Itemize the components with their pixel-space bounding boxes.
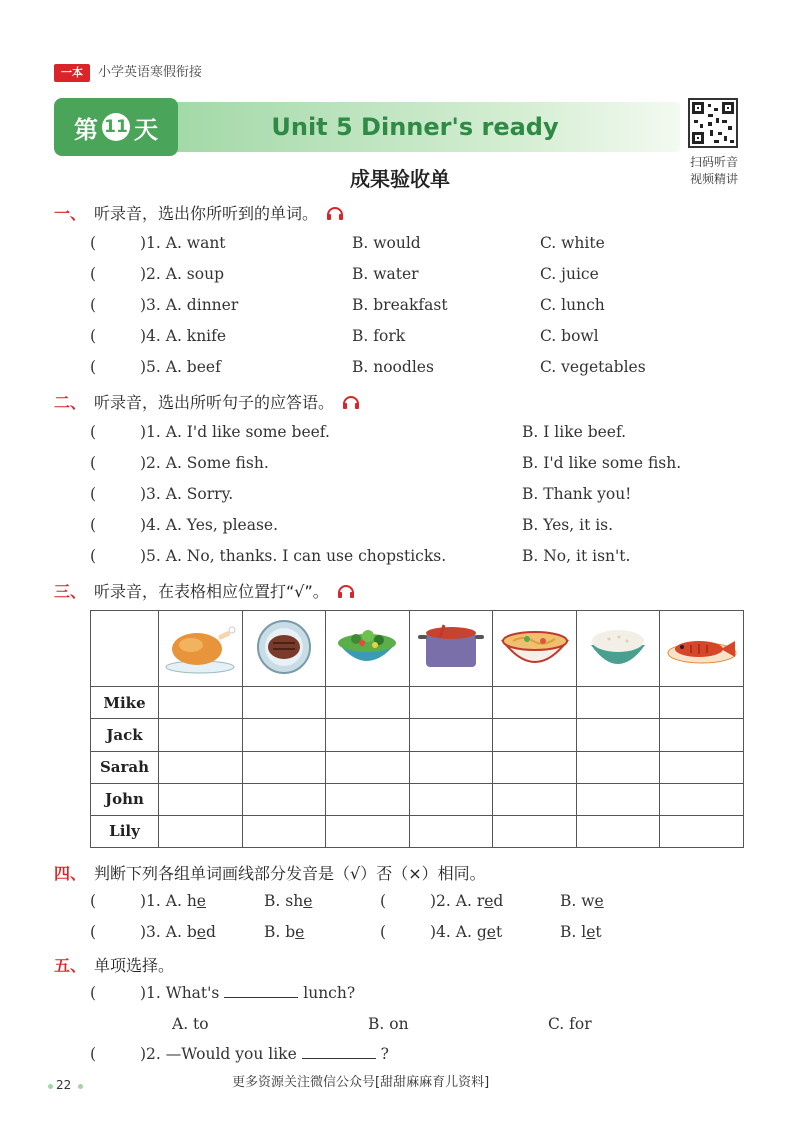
check-cell[interactable] xyxy=(242,687,326,719)
s4-q4-no: )4. A. xyxy=(430,923,477,941)
s5-q1-text: )1. What's xyxy=(140,984,220,1002)
s4-q1-b-pre: B. sh xyxy=(264,892,304,910)
s4-q2-option-b xyxy=(560,891,604,911)
s1-q2-option-b: B. water xyxy=(352,265,419,283)
page-number: 22 xyxy=(56,1078,72,1092)
section2-title: 听录音，选出所听句子的应答语。 xyxy=(94,393,335,412)
steak-icon xyxy=(251,619,317,675)
table-row xyxy=(91,751,744,783)
qr-caption xyxy=(678,154,750,188)
s4-q4-option-a xyxy=(430,922,502,942)
check-cell[interactable] xyxy=(660,815,744,847)
check-cell[interactable] xyxy=(242,719,326,751)
s5-q1-paren[interactable]: ( xyxy=(90,984,97,1002)
s4-q2-a-underlined: e xyxy=(484,892,494,910)
s1-q4-paren[interactable]: ( xyxy=(90,327,97,345)
s1-q3-option-a: )3. A. dinner xyxy=(140,296,239,314)
noodle-bowl-icon xyxy=(499,619,571,675)
check-cell[interactable] xyxy=(409,687,493,719)
check-cell[interactable] xyxy=(242,751,326,783)
page-dot-right xyxy=(78,1084,83,1089)
s4-q3-b-pre: B. b xyxy=(264,923,296,941)
s1-q4-option-a: )4. A. knife xyxy=(140,327,227,345)
s5-q2-text: )2. —Would you like xyxy=(140,1045,297,1063)
check-cell[interactable] xyxy=(326,719,410,751)
s5-q1-stem xyxy=(140,983,355,1003)
s4-q1-no: )1. A. xyxy=(140,892,187,910)
s2-q4-paren[interactable]: ( xyxy=(90,516,97,534)
food-fish-cell xyxy=(660,611,744,687)
s4-q3-b-underlined: e xyxy=(295,923,305,941)
s1-q3-option-b: B. breakfast xyxy=(352,296,448,314)
s4-q2-no: )2. A. xyxy=(430,892,477,910)
s2-q1-paren[interactable]: ( xyxy=(90,423,97,441)
food-soup-cell xyxy=(409,611,493,687)
s4-q1-option-b xyxy=(264,891,312,911)
s5-q1-option-c: C. for xyxy=(548,1015,592,1033)
headphones-icon[interactable] xyxy=(337,583,355,599)
check-cell[interactable] xyxy=(493,751,577,783)
s4-q2-a-pre: r xyxy=(476,892,485,910)
s4-q4-a-underlined: e xyxy=(486,923,496,941)
s1-q3-option-c: C. lunch xyxy=(540,296,605,314)
check-cell[interactable] xyxy=(660,687,744,719)
fish-plate-icon xyxy=(665,619,739,675)
s4-q4-a-pre: g xyxy=(476,923,487,941)
check-cell[interactable] xyxy=(660,751,744,783)
roast-chicken-icon xyxy=(163,619,237,675)
food-check-table xyxy=(90,610,744,848)
table-header-row xyxy=(91,611,744,687)
check-cell[interactable] xyxy=(409,719,493,751)
qr-code-icon xyxy=(690,100,736,146)
check-cell[interactable] xyxy=(576,687,660,719)
s5-q1-option-a: A. to xyxy=(172,1015,209,1033)
check-cell[interactable] xyxy=(493,815,577,847)
check-cell[interactable] xyxy=(409,783,493,815)
section4-number: 四、 xyxy=(54,864,87,883)
check-cell[interactable] xyxy=(326,783,410,815)
day-number: 11 xyxy=(102,113,130,141)
s4-q3-option-b xyxy=(264,922,304,942)
s2-q5-option-a: )5. A. No, thanks. I can use chopsticks. xyxy=(140,547,447,565)
s5-q1-option-b: B. on xyxy=(368,1015,409,1033)
check-cell[interactable] xyxy=(326,751,410,783)
s2-q2-option-a: )2. A. Some fish. xyxy=(140,454,269,472)
s4-q3-a-post: d xyxy=(205,923,216,941)
check-cell[interactable] xyxy=(242,783,326,815)
s2-q3-option-b: B. Thank you! xyxy=(522,485,632,503)
check-cell[interactable] xyxy=(576,783,660,815)
s1-q1-paren[interactable]: ( xyxy=(90,234,97,252)
check-cell[interactable] xyxy=(409,815,493,847)
s4-q2-option-a xyxy=(430,891,503,911)
s1-q5-option-b: B. noodles xyxy=(352,358,434,376)
s4-q3-option-a xyxy=(140,922,216,942)
check-cell[interactable] xyxy=(159,687,243,719)
check-cell[interactable] xyxy=(493,719,577,751)
check-cell[interactable] xyxy=(660,719,744,751)
soup-pot-icon xyxy=(416,619,486,675)
s5-q1-blank[interactable] xyxy=(224,997,298,998)
s5-q2-stem xyxy=(140,1044,389,1064)
s4-q4-paren[interactable]: ( xyxy=(380,923,387,941)
s2-q5-paren[interactable]: ( xyxy=(90,547,97,565)
section3-title: 听录音，在表格相应位置打“√”。 xyxy=(94,582,329,601)
table-row xyxy=(91,783,744,815)
qr-code[interactable] xyxy=(688,98,738,148)
s1-q1-option-c: C. white xyxy=(540,234,605,252)
row-name-jack: Jack xyxy=(91,719,159,751)
s4-q4-option-b xyxy=(560,922,602,942)
check-cell[interactable] xyxy=(493,687,577,719)
row-name-lily: Lily xyxy=(91,815,159,847)
table-row xyxy=(91,719,744,751)
s2-q1-option-b: B. I like beef. xyxy=(522,423,627,441)
s1-q3-paren[interactable]: ( xyxy=(90,296,97,314)
page-subtitle: 成果验收单 xyxy=(350,167,450,191)
s4-q1-a-underlined: e xyxy=(196,892,206,910)
row-name-sarah: Sarah xyxy=(91,751,159,783)
day-prefix: 第 xyxy=(74,115,98,144)
s2-q4-option-b: B. Yes, it is. xyxy=(522,516,614,534)
s4-q1-option-a xyxy=(140,891,206,911)
s4-q3-a-pre: b xyxy=(186,923,197,941)
check-cell[interactable] xyxy=(409,751,493,783)
s5-q1-end: lunch? xyxy=(303,984,356,1002)
table-row xyxy=(91,815,744,847)
s5-q2-end: ? xyxy=(380,1045,389,1063)
headphones-icon[interactable] xyxy=(342,394,360,410)
row-name-mike: Mike xyxy=(91,687,159,719)
s4-q4-a-post: t xyxy=(495,923,503,941)
s4-q2-a-post: d xyxy=(493,892,504,910)
food-noodles-cell xyxy=(493,611,577,687)
salad-bowl-icon xyxy=(332,619,402,675)
check-cell[interactable] xyxy=(326,815,410,847)
check-cell[interactable] xyxy=(576,751,660,783)
section3-heading xyxy=(54,579,355,602)
s4-q1-a-pre: h xyxy=(186,892,197,910)
check-cell[interactable] xyxy=(159,783,243,815)
check-cell[interactable] xyxy=(242,815,326,847)
section2-number: 二、 xyxy=(54,393,87,412)
rice-bowl-icon xyxy=(585,619,651,675)
food-beef-cell xyxy=(242,611,326,687)
food-chicken-cell xyxy=(159,611,243,687)
s1-q2-paren[interactable]: ( xyxy=(90,265,97,283)
section4-heading xyxy=(54,861,486,884)
s4-q3-no: )3. A. xyxy=(140,923,187,941)
check-cell[interactable] xyxy=(493,783,577,815)
brand-logo: 一本 xyxy=(54,64,90,82)
s1-q4-option-c: C. bowl xyxy=(540,327,599,345)
s1-q5-paren[interactable]: ( xyxy=(90,358,97,376)
check-cell[interactable] xyxy=(576,815,660,847)
footer-note: 更多资源关注微信公众号[甜甜麻麻育儿资料] xyxy=(232,1075,490,1090)
s4-q3-a-underlined: e xyxy=(196,923,206,941)
section1-title: 听录音，选出你所听到的单词。 xyxy=(94,204,319,223)
series-title: 小学英语寒假衔接 xyxy=(98,65,203,80)
s4-q1-paren[interactable]: ( xyxy=(90,892,97,910)
row-name-john: John xyxy=(91,783,159,815)
table-row xyxy=(91,687,744,719)
section1-heading xyxy=(54,201,344,224)
section1-number: 一、 xyxy=(54,204,87,223)
s1-q1-option-a: )1. A. want xyxy=(140,234,226,252)
check-cell[interactable] xyxy=(159,751,243,783)
s2-q5-option-b: B. No, it isn't. xyxy=(522,547,631,565)
check-cell[interactable] xyxy=(159,815,243,847)
food-rice-cell xyxy=(576,611,660,687)
s4-q2-b-pre: B. w xyxy=(560,892,595,910)
s1-q1-option-b: B. would xyxy=(352,234,421,252)
s2-q3-paren[interactable]: ( xyxy=(90,485,97,503)
s1-q5-option-a: )5. A. beef xyxy=(140,358,221,376)
s4-q4-b-pre: B. l xyxy=(560,923,587,941)
section2-heading xyxy=(54,390,360,413)
s4-q2-paren[interactable]: ( xyxy=(380,892,387,910)
section5-heading xyxy=(54,953,174,976)
section3-number: 三、 xyxy=(54,582,87,601)
check-cell[interactable] xyxy=(660,783,744,815)
check-cell[interactable] xyxy=(159,719,243,751)
check-cell[interactable] xyxy=(326,687,410,719)
s2-q4-option-a: )4. A. Yes, please. xyxy=(140,516,279,534)
unit-title: Unit 5 Dinner's ready xyxy=(271,113,559,141)
s1-q4-option-b: B. fork xyxy=(352,327,406,345)
s5-q2-paren[interactable]: ( xyxy=(90,1045,97,1063)
corner-cell xyxy=(91,611,159,687)
s5-q2-blank[interactable] xyxy=(302,1058,376,1059)
check-cell[interactable] xyxy=(576,719,660,751)
s2-q3-option-a: )3. A. Sorry. xyxy=(140,485,234,503)
s1-q2-option-c: C. juice xyxy=(540,265,599,283)
s4-q3-paren[interactable]: ( xyxy=(90,923,97,941)
page-dot-left xyxy=(48,1084,53,1089)
qr-caption-line2: 视频精讲 xyxy=(689,172,738,186)
food-vegetables-cell xyxy=(326,611,410,687)
s4-q2-b-underlined: e xyxy=(594,892,604,910)
s2-q2-option-b: B. I'd like some fish. xyxy=(522,454,682,472)
section5-number: 五、 xyxy=(54,956,87,975)
s2-q2-paren[interactable]: ( xyxy=(90,454,97,472)
headphones-icon[interactable] xyxy=(326,205,344,221)
s4-q1-b-underlined: e xyxy=(303,892,313,910)
s2-q1-option-a: )1. A. I'd like some beef. xyxy=(140,423,330,441)
qr-caption-line1: 扫码听音 xyxy=(689,155,738,169)
s1-q2-option-a: )2. A. soup xyxy=(140,265,225,283)
day-suffix: 天 xyxy=(134,115,158,144)
s4-q4-b-post: t xyxy=(595,923,602,941)
s4-q4-b-underlined: e xyxy=(586,923,596,941)
section4-title: 判断下列各组单词画线部分发音是（√）否（×）相同。 xyxy=(94,864,486,883)
s1-q5-option-c: C. vegetables xyxy=(540,358,646,376)
section5-title: 单项选择。 xyxy=(94,956,175,975)
